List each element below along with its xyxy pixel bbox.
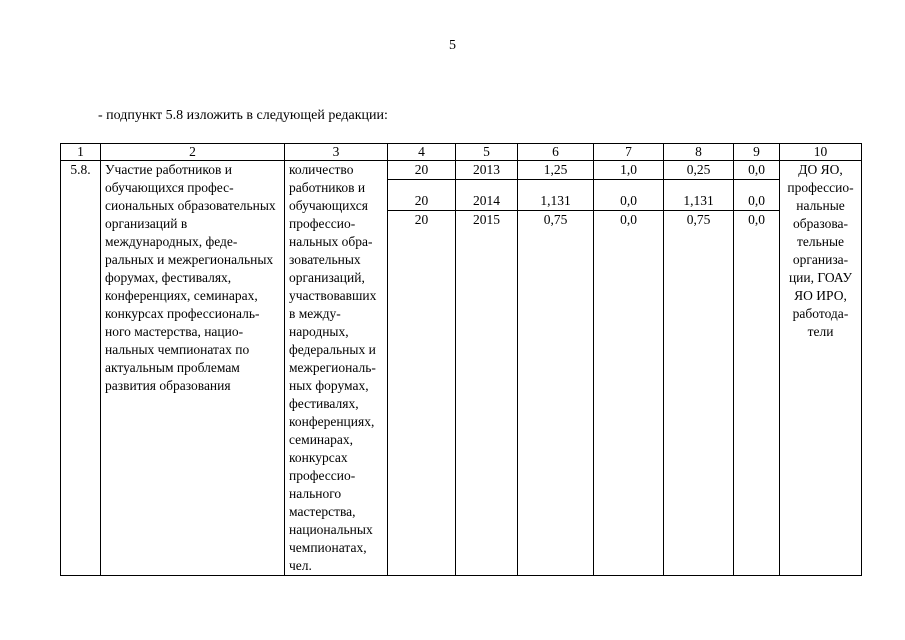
responsible-cell: ДО ЯО, профессиональные образовательные организации, ГОАУ ЯО ИРО, работодатели: [780, 161, 862, 576]
year-cell: 2014: [456, 180, 518, 211]
value-cell: 20: [388, 211, 456, 576]
header-cell: 3: [285, 144, 388, 161]
value-cell: 1,0: [594, 161, 664, 180]
value-cell: 1,25: [518, 161, 594, 180]
value-cell: 20: [388, 180, 456, 211]
row-number-cell: 5.8.: [61, 161, 101, 576]
value-cell: 0,0: [594, 211, 664, 576]
header-row: [61, 144, 862, 161]
header-cell: 5: [456, 144, 518, 161]
header-cell: 2: [101, 144, 285, 161]
page-number: 5: [449, 38, 456, 53]
value-cell: 0,0: [734, 211, 780, 576]
year-cell: 2015: [456, 211, 518, 576]
program-table: [60, 143, 862, 576]
value-cell: 1,131: [518, 180, 594, 211]
header-cell: 4: [388, 144, 456, 161]
value-cell: 0,0: [594, 180, 664, 211]
year-cell: 2013: [456, 161, 518, 180]
value-cell: 0,25: [664, 161, 734, 180]
header-cell: 10: [780, 144, 862, 161]
value-cell: 20: [388, 161, 456, 180]
value-cell: 0,0: [734, 161, 780, 180]
header-cell: 9: [734, 144, 780, 161]
intro-text: - подпункт 5.8 изложить в следующей редакции:: [98, 108, 388, 123]
header-cell: 8: [664, 144, 734, 161]
header-cell: 7: [594, 144, 664, 161]
header-cell: 6: [518, 144, 594, 161]
header-cell: 1: [61, 144, 101, 161]
table-row: [61, 161, 862, 180]
value-cell: 0,75: [664, 211, 734, 576]
value-cell: 1,131: [664, 180, 734, 211]
indicator-cell: количество работников и обучающихся профессиональных образовательных организаций, участвовавших в международных, федеральных и межрегиональных форумах, фестивалях, конференциях, семинарах, конкурсах профессионального мастерства, национальных чемпионатах, чел.: [285, 161, 388, 576]
value-cell: 0,0: [734, 180, 780, 211]
description-cell: Участие работников и обучающихся профессиональных образовательных организаций в международных, федеральных и межрегиональных форумах, фестивалях, конференциях, семинарах, конкурсах профессионального мастерства, национальных чемпионатах по актуальным проблемам развития образования: [101, 161, 285, 576]
value-cell: 0,75: [518, 211, 594, 576]
